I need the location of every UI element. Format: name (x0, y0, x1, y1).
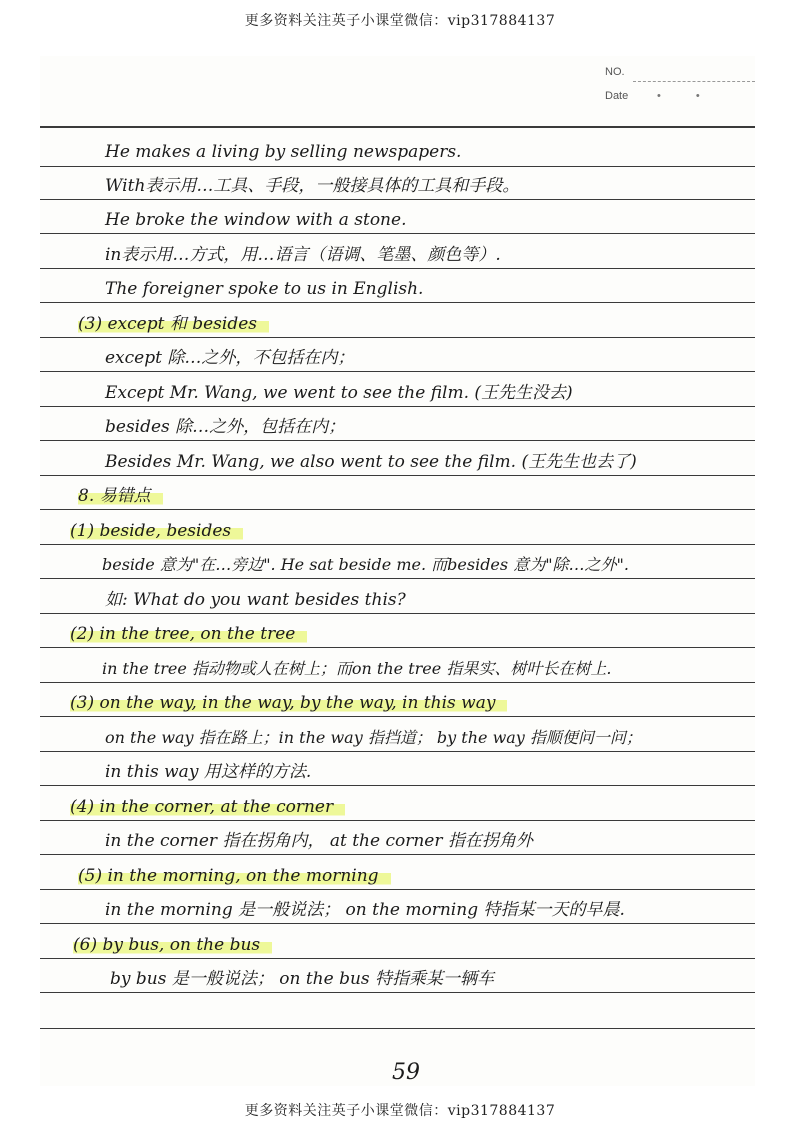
note-line: in表示用…方式，用…语言（语调、笔墨、颜色等）. (105, 245, 501, 265)
header-banner: 更多资料关注英子小课堂微信：vip317884137 (244, 13, 556, 29)
ruled-line (40, 923, 755, 924)
date-dots: • • (657, 90, 716, 102)
footer-banner: 更多资料关注英子小课堂微信：vip317884137 (244, 1103, 556, 1119)
note-line: He broke the window with a stone. (105, 210, 407, 230)
note-line: beside 意为"在…旁边". He sat beside me. 而besides 意为"除…之外". (102, 555, 630, 574)
ruled-line (40, 371, 755, 372)
page-number: 59 (392, 1060, 420, 1085)
ruled-line (40, 1028, 755, 1029)
ruled-line (40, 992, 755, 993)
section-heading: (4) in the corner, at the corner (70, 797, 345, 817)
section-heading: (5) in the morning, on the morning (78, 866, 391, 886)
note-line: The foreigner spoke to us in English. (105, 279, 424, 299)
no-label: NO. (605, 66, 625, 78)
ruled-line (40, 820, 755, 821)
note-line: in the morning 是一般说法； on the morning 特指某一天的早晨. (105, 900, 625, 920)
ruled-line (40, 751, 755, 752)
ruled-line (40, 785, 755, 786)
section-heading: (2) in the tree, on the tree (70, 624, 307, 644)
ruled-line (40, 337, 755, 338)
ruled-line (40, 475, 755, 476)
no-dash-line (633, 81, 755, 82)
note-line: 如: What do you want besides this? (105, 590, 406, 610)
ruled-line (40, 647, 755, 648)
section-heading: (6) by bus, on the bus (73, 935, 272, 955)
ruled-line (40, 613, 755, 614)
ruled-line (40, 406, 755, 407)
note-line: With表示用…工具、手段，一般接具体的工具和手段。 (105, 176, 520, 196)
ruled-line (40, 544, 755, 545)
ruled-line (40, 199, 755, 200)
ruled-line (40, 126, 755, 128)
note-line: in this way 用这样的方法. (105, 762, 312, 782)
no-date-box (605, 66, 755, 114)
section-heading: (3) except 和 besides (78, 314, 269, 334)
section-heading: (1) beside, besides (70, 521, 243, 541)
notebook-page (40, 56, 755, 1086)
no-field (605, 66, 755, 90)
date-field (605, 90, 755, 114)
ruled-line (40, 268, 755, 269)
ruled-line (40, 440, 755, 441)
note-line: Besides Mr. Wang, we also went to see the film. (王先生也去了) (105, 452, 637, 472)
ruled-line (40, 682, 755, 683)
note-line: except 除…之外，不包括在内； (105, 348, 355, 368)
note-line: in the corner 指在拐角内， at the corner 指在拐角外 (105, 831, 533, 851)
ruled-line (40, 166, 755, 167)
note-line: in the tree 指动物或人在树上；而on the tree 指果实、树叶长在树上. (102, 659, 612, 678)
ruled-line (40, 302, 755, 303)
ruled-line (40, 716, 755, 717)
ruled-line (40, 889, 755, 890)
note-line: besides 除…之外，包括在内； (105, 417, 346, 437)
note-line: by bus 是一般说法； on the bus 特指乘某一辆车 (110, 969, 495, 989)
ruled-line (40, 233, 755, 234)
ruled-line (40, 509, 755, 510)
ruled-line (40, 854, 755, 855)
date-label: Date (605, 90, 629, 102)
ruled-line (40, 578, 755, 579)
section-heading: (3) on the way, in the way, by the way, in this way (70, 693, 507, 713)
note-line: Except Mr. Wang, we went to see the film. (王先生没去) (105, 383, 573, 403)
section-heading: 8. 易错点 (78, 486, 163, 506)
note-line: He makes a living by selling newspapers. (105, 142, 462, 162)
note-line: on the way 指在路上；in the way 指挡道； by the way 指顺便问一问； (105, 728, 642, 747)
ruled-line (40, 958, 755, 959)
